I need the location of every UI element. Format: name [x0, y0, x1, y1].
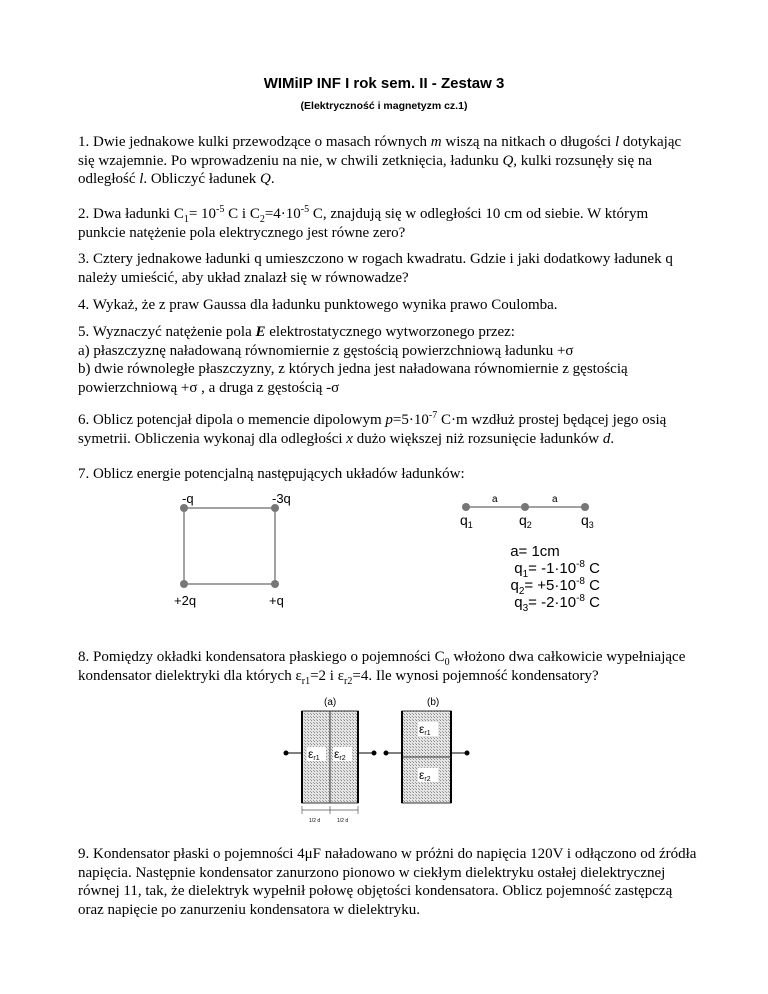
half-d-label: 1/2 d	[309, 818, 321, 824]
task-1-var-l: l	[139, 171, 144, 187]
charge-label-q2: $q_2$	[519, 512, 532, 530]
epsilon-r1-label: εr1	[308, 747, 320, 762]
epsilon-r2-label: εr2	[334, 747, 346, 762]
square-charge-figure	[160, 488, 320, 618]
charge-values	[470, 543, 600, 614]
q3-value: $q_3= -2\cdot 10^{-8}$ C	[514, 593, 600, 614]
charge-dot	[581, 503, 589, 511]
task-2-text: =4·10	[264, 206, 301, 222]
a-value: a= 1cm	[510, 543, 560, 560]
task-8-text: =4. Ile wynosi pojemność kondensatory?	[352, 667, 599, 684]
task-2-subscript: 2	[259, 214, 265, 225]
task-1-text: 1. Dwie jednakowe kulki przewodzące o masach równych	[78, 134, 431, 150]
charge-label-q3: $q_3$	[581, 512, 594, 530]
terminal-dot	[384, 751, 389, 756]
task-2	[78, 205, 698, 242]
terminal-dot	[372, 751, 377, 756]
task-6-text: .	[610, 430, 615, 447]
charge-dot	[521, 503, 529, 511]
task-9: 9. Kondensator płaski o pojemności 4μF naładowano w próżni do napięcia 120V i odłączono od źródła napięcia. Następnie kondensator zanurzono pionowo w ciekłym dielektryku ostałej dielektrycznej równej 11, tak, że dielektryk wypełnił połowę objętości kondensatora. Oblicz pojemność zastępczą oraz napięcie po zanurzeniu kondensatora w dielektryku.	[78, 846, 697, 918]
charge-label-q1: $q_1$	[460, 512, 473, 530]
task-8-subscript: r2	[344, 675, 353, 687]
task-8-text: 8. Pomiędzy okładki kondensatora płaskiego o pojemności C	[78, 649, 445, 665]
task-5-intro	[78, 323, 698, 342]
task-1-var-q: Q	[502, 152, 514, 169]
task-2-text: C i C	[224, 206, 260, 222]
task-5-part-a: a) płaszczyznę naładowaną równomiernie z gęstością powierzchniową ładunku +σ	[78, 342, 574, 359]
task-8-subscript: r1	[301, 675, 311, 687]
square-outline	[184, 508, 275, 584]
q1-value: $q_1= -1\cdot 10^{-8}$ C	[514, 559, 600, 580]
task-6-exponent: -7	[428, 410, 438, 421]
task-3: 3. Cztery jednakowe ładunki q umieszczono w rogach kwadratu. Gdzie i jaki dodatkowy ładunek q należy umieścić, aby układ znalazł się w równowadze?	[78, 251, 673, 286]
task-6	[78, 411, 698, 448]
task-1-text: . Obliczyć ładunek	[143, 171, 261, 187]
task-2-exponent: -5	[216, 204, 225, 215]
task-8-text: =2 i ε	[310, 667, 345, 684]
task-1-var-m: m	[430, 134, 442, 150]
line-charge-figure	[450, 490, 610, 530]
task-2-text: C, znajdują się w odległości 10 cm od siebie. W którym punkcie natężenie pola elektrycznego jest równe zero?	[78, 206, 649, 241]
task-6-var-x: x	[346, 430, 353, 447]
task-5-text: elektrostatycznego wytworzonego przez:	[265, 324, 515, 340]
task-6-text: dużo większej niż rozsunięcie ładunków	[352, 430, 603, 447]
task-5-var-e: E	[255, 324, 266, 340]
charge-label-tl: -q	[182, 491, 194, 506]
task-1-text: wiszą na nitkach o długości	[441, 134, 615, 150]
page-title: WIMiIP INF I rok sem. II - Zestaw 3	[263, 75, 505, 92]
terminal-dot	[284, 751, 289, 756]
charge-dot	[180, 580, 188, 588]
task-1-text: .	[270, 171, 275, 187]
charge-label-br: +q	[269, 593, 284, 608]
task-6-text: 6. Oblicz potencjał dipola o memencie dipolowym	[78, 412, 386, 428]
charge-label-bl: +2q	[174, 593, 197, 608]
task-6-var-d: d	[602, 430, 611, 447]
task-1	[78, 133, 698, 189]
task-2-exponent: -5	[300, 204, 310, 215]
task-2-subscript: 1	[183, 214, 189, 225]
q2-value: $q_2= +5\cdot 10^{-8}$ C	[510, 576, 600, 597]
half-d-label: 1/2 d	[337, 818, 349, 824]
task-5-text: 5. Wyznaczyć natężenie pola	[78, 324, 256, 340]
task-8	[78, 648, 698, 685]
task-7: 7. Oblicz energie potencjalną następujących układów ładunków:	[78, 466, 465, 482]
distance-label-a: a	[552, 494, 558, 505]
task-4: 4. Wykaż, że z praw Gaussa dla ładunku punktowego wynika prawo Coulomba.	[78, 297, 558, 313]
charge-label-tr: -3q	[272, 491, 291, 506]
task-2-text: 2. Dwa ładunki C	[78, 206, 184, 222]
charge-dot	[462, 503, 470, 511]
terminal-dot	[465, 751, 470, 756]
epsilon-r2-label: εr2	[419, 768, 431, 783]
task-2-text: = 10	[188, 206, 217, 222]
task-1-var-q: Q	[260, 171, 271, 187]
page-subtitle: (Elektryczność i magnetyzm cz.1)	[300, 100, 468, 112]
task-8-subscript: 0	[444, 657, 450, 668]
task-1-var-l: l	[614, 134, 620, 150]
distance-label-a: a	[492, 494, 498, 505]
task-6-var-p: p	[385, 412, 393, 428]
task-1-text: dotykając się wzajemnie. Po wprowadzeniu na nie, w chwili zetknięcia, ładunku	[78, 134, 682, 169]
task-6-text: =5·10	[392, 412, 429, 428]
capacitor-figure	[278, 690, 478, 830]
charge-dot	[271, 580, 279, 588]
epsilon-r1-label: εr1	[419, 722, 431, 737]
task-8-text: włożono dwa całkowicie wypełniające kondensator dielektryki dla których ε	[78, 649, 686, 684]
task-6-text: C·m wzdłuż prostej będącej jego osią symetrii. Obliczenia wykonaj dla odległości	[78, 412, 667, 447]
figure-label-b: (b)	[427, 697, 440, 708]
task-5-part-b: b) dwie równoległe płaszczyzny, z których jedna jest naładowana równomiernie z gęstością powierzchniową +σ , a druga z gęstością -σ	[78, 361, 628, 396]
task-5	[78, 323, 698, 397]
task-1-text: , kulki rozsunęły się na odległość	[78, 152, 653, 187]
figure-label-a: (a)	[324, 697, 337, 708]
